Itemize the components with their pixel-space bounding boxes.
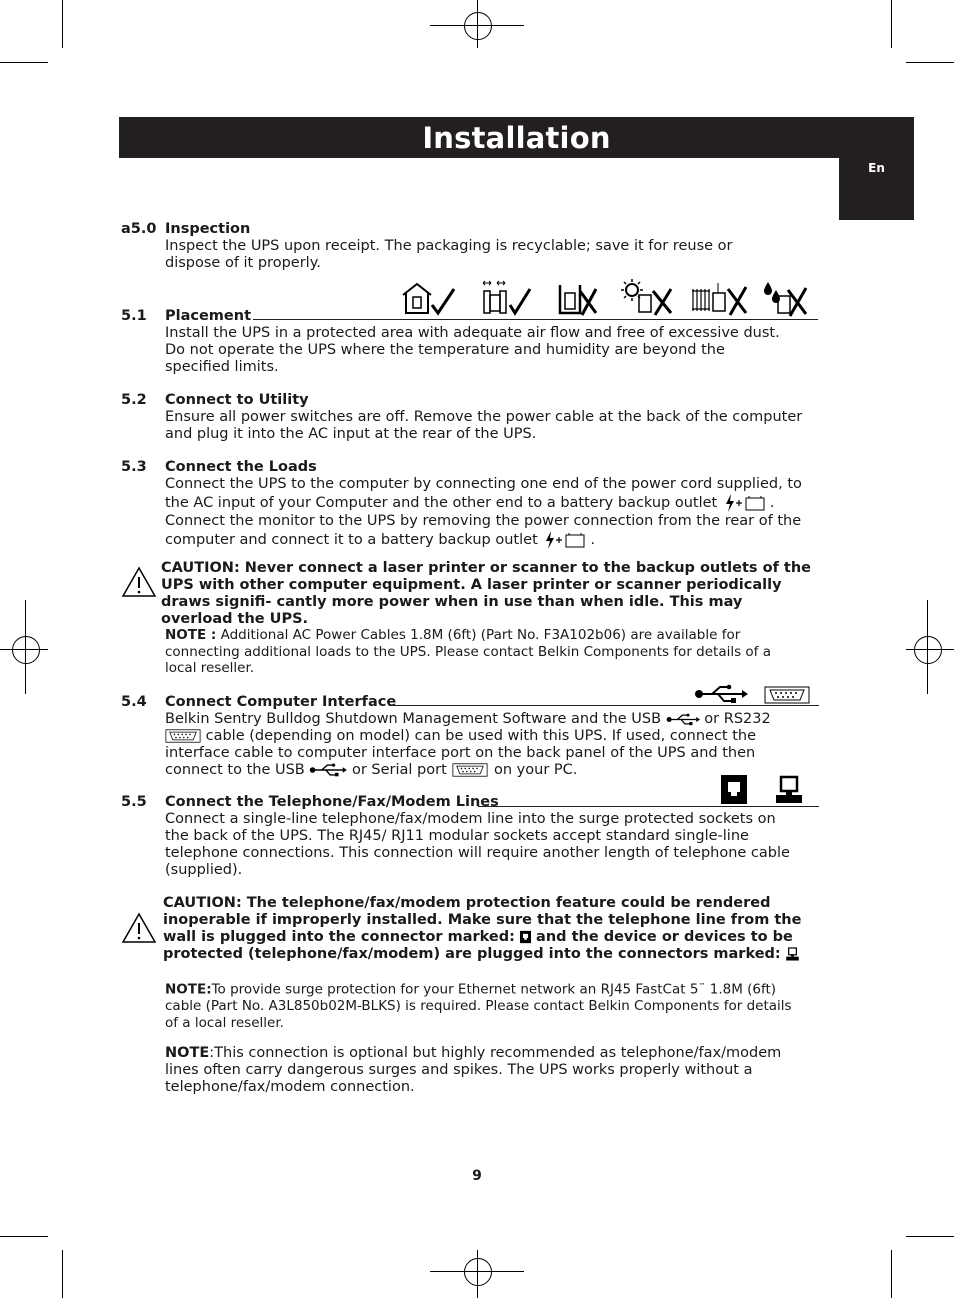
phone-line-in-icon bbox=[721, 775, 747, 804]
interface-text-4: or Serial port bbox=[347, 762, 447, 778]
usb-icon bbox=[309, 763, 347, 777]
section-heading: Connect the Telephone/Fax/Modem Lines bbox=[165, 794, 499, 810]
section-number: a5.0 bbox=[121, 221, 157, 237]
enclosed-not-ok-icon bbox=[556, 281, 600, 317]
trademark: ™ bbox=[698, 982, 706, 990]
note-optional bbox=[165, 1045, 790, 1096]
section-number: 5.3 bbox=[121, 459, 147, 475]
section-body: Ensure all power switches are off. Remove the power cable at the back of the computer and plug it into the AC input at the rear of the UPS. bbox=[165, 409, 803, 442]
section-heading: Placement bbox=[165, 308, 252, 324]
section-heading: Inspection bbox=[165, 221, 251, 237]
note-text: To provide surge protection for your Ethernet network an RJ45 FastCat 5 bbox=[211, 981, 699, 998]
section-body bbox=[165, 476, 807, 550]
warning-triangle-icon bbox=[121, 912, 157, 944]
water-not-ok-icon bbox=[762, 280, 808, 318]
loads-text-1: Connect the UPS to the computer by connecting one end of the power cord supplied, to the AC input of your Computer and the other end to a battery backup outlet bbox=[165, 476, 802, 511]
phone-line-in-icon bbox=[520, 930, 531, 944]
warning-triangle-icon bbox=[121, 566, 157, 598]
caution-laser-printer: CAUTION: Never connect a laser printer or scanner to the backup outlets of the UPS with other computer equipment. A laser printer or scanner periodically draws signifi- cantly more power when in use than when idle. This may overload the UPS. bbox=[161, 560, 812, 627]
section-number: 5.1 bbox=[121, 308, 147, 324]
section-heading: Connect Computer Interface bbox=[165, 694, 397, 710]
note-power-cables bbox=[165, 627, 785, 677]
note-label: NOTE : bbox=[165, 627, 217, 643]
interface-text-2: or RS232 bbox=[699, 711, 771, 727]
battery-backup-outlet-icon bbox=[542, 530, 590, 550]
serial-port-icon bbox=[764, 686, 810, 704]
device-out-icon bbox=[786, 947, 799, 961]
note-text: :This connection is optional but highly recommended as telephone/fax/modem lines often carry dangerous surges and spikes. The UPS works properly without a telephone/fax/modem connection. bbox=[165, 1045, 782, 1095]
telephone-rule bbox=[478, 806, 819, 807]
section-body: Install the UPS in a protected area with adequate air flow and free of excessive dust. Do not operate the UPS where the temperature and humidity are beyond the specified limits. bbox=[165, 325, 780, 375]
interface-text-5: on your PC. bbox=[489, 762, 578, 778]
section-heading: Connect to Utility bbox=[165, 392, 309, 408]
section-number: 5.4 bbox=[121, 694, 147, 710]
note-text: Additional AC Power Cables 1.8M (6ft) (Part No. F3A102b06) are available for connecting additional loads to the UPS. Please contact Belkin Components for details of a local reseller. bbox=[165, 627, 772, 676]
language-tab[interactable]: En bbox=[839, 158, 914, 220]
device-out-icon bbox=[776, 775, 802, 804]
heater-not-ok-icon bbox=[690, 279, 748, 317]
loads-text-2: . Connect the monitor to the UPS by removing the power connection from the rear of the computer and connect it to a battery backup outlet bbox=[165, 495, 802, 548]
page-title: Installation bbox=[119, 117, 914, 158]
page-number: 9 bbox=[472, 1168, 482, 1184]
note-label: NOTE bbox=[165, 1045, 210, 1061]
sunlight-not-ok-icon bbox=[621, 279, 673, 317]
section-number: 5.5 bbox=[121, 794, 147, 810]
airflow-ok-icon bbox=[480, 279, 532, 317]
serial-port-icon bbox=[165, 729, 201, 743]
section-body: Connect a single-line telephone/fax/modem line into the surge protected sockets on the back of the UPS. The RJ45/ RJ11 modular sockets accept standard single-line telephone connections. This connection will require another length of telephone cable (supplied). bbox=[165, 811, 790, 878]
loads-text-3: . bbox=[590, 532, 595, 548]
caution-text-2: and the device or devices to be protected (telephone/fax/modem) are plugged into the connectors marked: bbox=[163, 929, 793, 962]
note-text-2: 1.8M (6ft) cable (Part No. A3L850b02M-BLKS) is required. Please contact Belkin Components for details of a local reseller. bbox=[165, 981, 792, 1031]
indoor-ok-icon bbox=[400, 281, 456, 317]
interface-rule bbox=[389, 705, 819, 706]
battery-backup-outlet-icon bbox=[722, 493, 770, 513]
usb-icon bbox=[666, 713, 700, 726]
section-body: Inspect the UPS upon receipt. The packaging is recyclable; save it for reuse or dispose of it properly. bbox=[165, 238, 733, 271]
placement-rule bbox=[253, 319, 818, 320]
serial-port-icon bbox=[451, 763, 489, 777]
caution-text-1: CAUTION: The telephone/fax/modem protection feature could be rendered inoperable if improperly installed. Make sure that the telephone line from the wall is plugged into the connector marked: bbox=[163, 895, 802, 945]
section-heading: Connect the Loads bbox=[165, 459, 317, 475]
section-number: 5.2 bbox=[121, 392, 147, 408]
note-label: NOTE: bbox=[165, 981, 212, 998]
usb-icon bbox=[694, 684, 748, 704]
interface-text-1: Belkin Sentry Bulldog Shutdown Management Software and the USB bbox=[165, 711, 662, 727]
note-ethernet bbox=[165, 978, 805, 1031]
interface-text-3: cable (depending on model) can be used with this UPS. If used, connect the interface cable to computer interface port on the back panel of the UPS and then connect to the USB bbox=[165, 728, 757, 778]
caution-telephone bbox=[163, 895, 818, 963]
section-body bbox=[165, 711, 810, 779]
